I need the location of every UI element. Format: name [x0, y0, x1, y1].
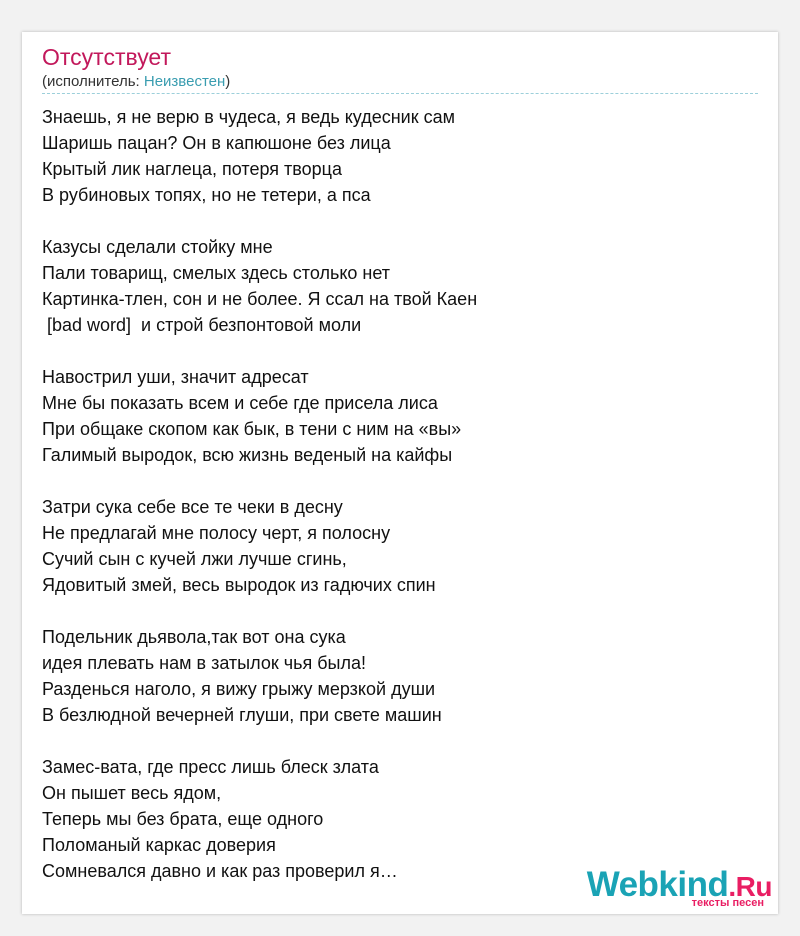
lyrics-line: Навострил уши, значит адресат — [42, 367, 309, 387]
title-divider — [42, 93, 758, 94]
lyrics-stanza-1 — [42, 104, 758, 208]
artist-line — [42, 72, 230, 92]
lyrics-line: Поломаный каркас доверия — [42, 835, 276, 855]
lyrics-line: Он пышет весь ядом, — [42, 783, 222, 803]
lyrics-line: идея плевать нам в затылок чья была! — [42, 653, 366, 673]
lyrics-line: Казусы сделали стойку мне — [42, 237, 273, 257]
lyrics-line: Теперь мы без брата, еще одного — [42, 809, 324, 829]
lyrics-card — [22, 32, 778, 914]
lyrics-line: Сомневался давно и как раз проверил я… — [42, 861, 398, 881]
lyrics-line: Сучий сын с кучей лжи лучше сгинь, — [42, 549, 347, 569]
lyrics-stanza-3 — [42, 364, 758, 468]
lyrics-line: Разденься наголо, я вижу грыжу мерзкой души — [42, 679, 436, 699]
lyrics-line: Крытый лик наглеца, потеря творца — [42, 159, 342, 179]
logo-tld: .Ru — [728, 871, 772, 902]
lyrics-line: Пали товарищ, смелых здесь столько нет — [42, 263, 391, 283]
lyrics-line: [bad word] и строй безпонтовой моли — [42, 315, 362, 335]
lyrics-line: При общаке скопом как бык, в тени с ним на «вы» — [42, 419, 462, 439]
lyrics-line: Шаришь пацан? Он в капюшоне без лица — [42, 133, 391, 153]
lyrics-line: Замес-вата, где пресс лишь блеск злата — [42, 757, 379, 777]
lyrics-line: Знаешь, я не верю в чудеса, я ведь кудесник сам — [42, 107, 455, 127]
lyrics-stanza-2 — [42, 234, 758, 338]
lyrics-line: Затри сука себе все те чеки в десну — [42, 497, 343, 517]
lyrics-body — [42, 104, 758, 910]
webkind-logo[interactable] — [572, 866, 772, 910]
lyrics-line: Ядовитый змей, весь выродок из гадючих спин — [42, 575, 436, 595]
lyrics-line: Мне бы показать всем и себе где присела лиса — [42, 393, 438, 413]
lyrics-line: Картинка-тлен, сон и не более. Я ссал на твой Каен — [42, 289, 478, 309]
lyrics-line: В безлюдной вечерней глуши, при свете машин — [42, 705, 442, 725]
lyrics-stanza-5 — [42, 624, 758, 728]
lyrics-stanza-4 — [42, 494, 758, 598]
lyrics-line: Галимый выродок, всю жизнь веденый на кайфы — [42, 445, 453, 465]
lyrics-line: Подельник дьявола,так вот она сука — [42, 627, 346, 647]
lyrics-line: Не предлагай мне полосу черт, я полосну — [42, 523, 391, 543]
logo-tagline: тексты песен — [691, 897, 764, 909]
artist-prefix: (исполнитель: — [42, 73, 144, 90]
artist-suffix: ) — [225, 73, 231, 90]
logo-brand: Webkind — [586, 865, 729, 904]
lyrics-line: В рубиновых топях, но не тетери, а пса — [42, 185, 371, 205]
artist-link[interactable]: Неизвестен — [143, 73, 226, 90]
song-title: Отсутствует — [42, 44, 171, 70]
